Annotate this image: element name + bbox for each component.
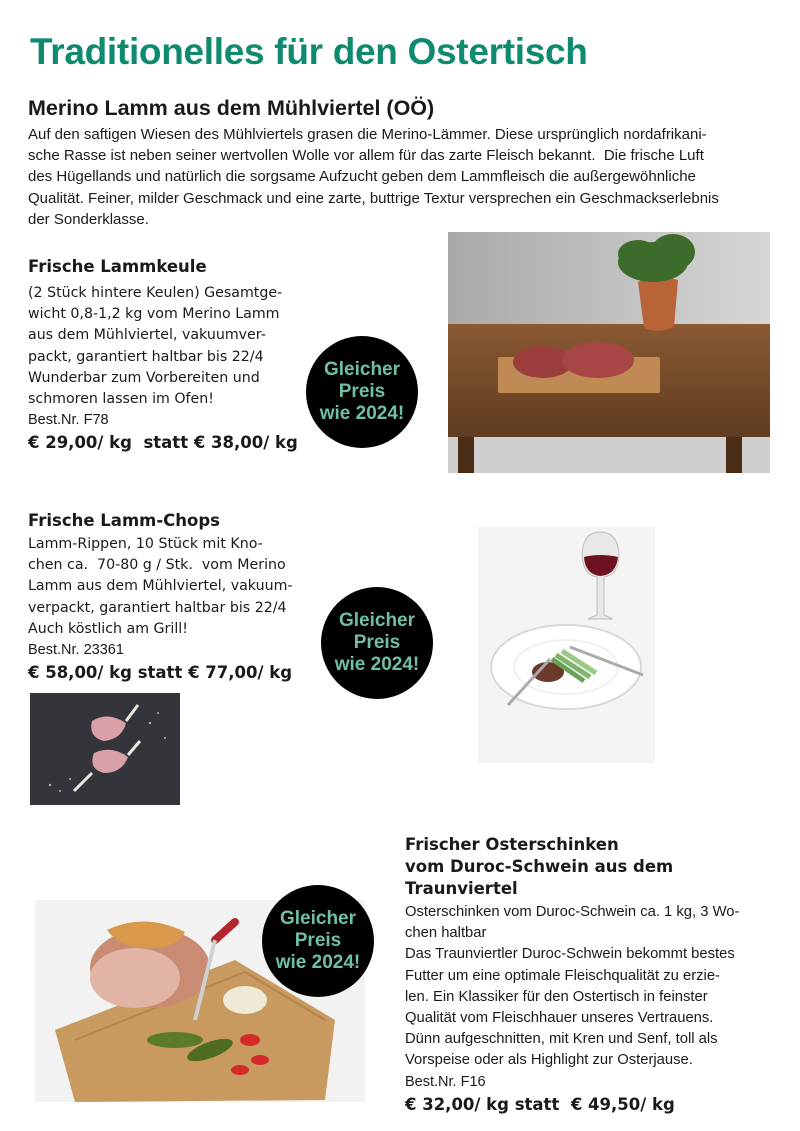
badge-line: wie 2024! xyxy=(319,403,405,424)
product-description xyxy=(28,283,318,410)
intro-line: sche Rasse ist neben seiner wertvollen Wolle vor allem für das zarte Fleisch bekannt. Die frische Luft xyxy=(28,147,704,165)
intro-line: der Sonderklasse. xyxy=(28,210,149,228)
order-number: Best.Nr. 23361 xyxy=(28,642,124,659)
price: € 58,00/ kg statt € 77,00/ kg xyxy=(28,663,293,683)
intro-line: des Hügellands und natürlich die sorgsame Aufzucht geben dem Lammfleisch die außergewöhnliche xyxy=(28,168,696,186)
badge-line: Gleicher xyxy=(338,610,416,631)
section-title: Merino Lamm aus dem Mühlviertel (OÖ) xyxy=(28,96,435,120)
product-description xyxy=(405,902,775,1072)
desc-line: Osterschinken vom Duroc-Schwein ca. 1 kg, 3 Wo- xyxy=(405,904,740,920)
badge-line: Preis xyxy=(338,381,386,402)
product-subtitle: vom Duroc-Schwein aus dem Traunviertel xyxy=(405,857,674,898)
desc-line: Auch köstlich am Grill! xyxy=(28,620,188,637)
lamm-chops-raw-photo xyxy=(30,693,180,805)
badge-line: Preis xyxy=(294,930,342,951)
desc-line: Vorspeise oder als Highlight zur Osterjause. xyxy=(405,1052,693,1069)
desc-line: chen haltbar xyxy=(405,925,487,942)
lamm-chops-plate-photo xyxy=(478,527,655,763)
desc-line: Lamm aus dem Mühlviertel, vakuum- xyxy=(28,578,293,595)
same-price-badge xyxy=(306,336,418,448)
price: € 29,00/ kg statt € 38,00/ kg xyxy=(28,433,298,453)
same-price-badge xyxy=(321,587,433,699)
order-number: Best.Nr. F78 xyxy=(28,412,109,429)
desc-line: Das Traunviertler Duroc-Schwein bekommt bestes xyxy=(405,946,735,963)
badge-line: wie 2024! xyxy=(275,952,361,973)
same-price-badge xyxy=(262,885,374,997)
desc-line: Futter um eine optimale Fleischqualität zu erzie- xyxy=(405,967,720,984)
intro-line: Auf den saftigen Wiesen des Mühlviertels grasen die Merino-Lämmer. Diese ursprünglich nordafrikani- xyxy=(28,126,707,143)
product-osterschinken xyxy=(405,834,775,1117)
desc-line: Qualität vom Fleischhauer unseres Vertrauens. xyxy=(405,1010,714,1027)
desc-line: (2 Stück hintere Keulen) Gesamtge- xyxy=(28,285,283,301)
intro-line: Qualität. Feiner, milder Geschmack und eine zarte, buttrige Textur versprechen ein Geschmackserlebnis xyxy=(28,189,719,207)
product-title: Frische Lamm-Chops xyxy=(28,511,220,530)
section-intro xyxy=(28,124,773,230)
product-title: Frischer Osterschinken xyxy=(405,835,619,854)
badge-line: Preis xyxy=(353,632,401,653)
product-lamm-chops xyxy=(28,510,328,685)
product-lammkeule xyxy=(28,256,318,455)
badge-line: Gleicher xyxy=(279,908,357,929)
desc-line: chen ca. 70-80 g / Stk. vom Merino xyxy=(28,557,286,574)
desc-line: packt, garantiert haltbar bis 22/4 xyxy=(28,348,264,365)
desc-line: Dünn aufgeschnitten, mit Kren und Senf, toll als xyxy=(405,1031,718,1048)
page-title: Traditionelles für den Ostertisch xyxy=(30,31,588,72)
order-number: Best.Nr. F16 xyxy=(405,1073,486,1090)
desc-line: verpackt, garantiert haltbar bis 22/4 xyxy=(28,599,287,616)
desc-line: Wunderbar zum Vorbereiten und xyxy=(28,369,260,386)
desc-line: schmoren lassen im Ofen! xyxy=(28,391,214,408)
desc-line: wicht 0,8-1,2 kg vom Merino Lamm xyxy=(28,306,280,323)
lammkeule-photo xyxy=(448,232,770,473)
badge-line: Gleicher xyxy=(323,359,401,380)
product-title: Frische Lammkeule xyxy=(28,257,207,276)
badge-line: wie 2024! xyxy=(334,654,420,675)
desc-line: aus dem Mühlviertel, vakuumver- xyxy=(28,327,266,344)
desc-line: Lamm-Rippen, 10 Stück mit Kno- xyxy=(28,536,263,552)
desc-line: len. Ein Klassiker für den Ostertisch in feinster xyxy=(405,988,708,1005)
product-description xyxy=(28,534,328,640)
price: € 32,00/ kg statt € 49,50/ kg xyxy=(405,1094,675,1114)
